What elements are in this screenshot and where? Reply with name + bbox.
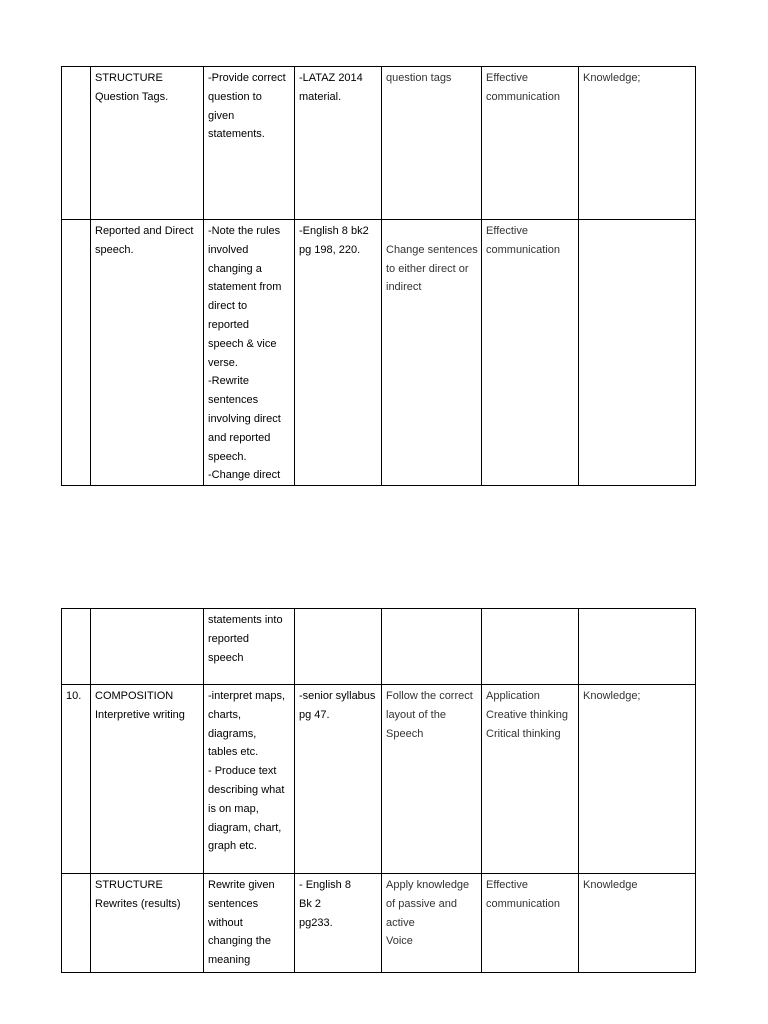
table-row (62, 609, 696, 685)
competence-cell: Application Creative thinking Critical thinking (482, 685, 579, 874)
outcome-cell: Follow the correct layout of the Speech (382, 685, 482, 874)
table-row (62, 874, 696, 973)
table-row (62, 67, 696, 220)
row-number-cell (62, 67, 91, 220)
table-row (62, 685, 696, 874)
assessment-cell: Knowledge; (579, 67, 696, 220)
assessment-cell: Knowledge (579, 874, 696, 973)
activities-cell: Rewrite given sentences without changing the meaning (204, 874, 295, 973)
competence-cell (482, 609, 579, 685)
competence-cell: Effective communication (482, 874, 579, 973)
activities-cell: -interpret maps, charts, diagrams, tables etc. - Produce text describing what is on map, diagram, chart, graph etc. (204, 685, 295, 874)
row-number-cell (62, 609, 91, 685)
outcome-cell (382, 609, 482, 685)
resources-cell: -LATAZ 2014 material. (295, 67, 382, 220)
topic-cell: STRUCTURE Question Tags. (91, 67, 204, 220)
outcome-cell: question tags (382, 67, 482, 220)
outcome-cell: Apply knowledge of passive and active Voice (382, 874, 482, 973)
competence-cell: Effective communication (482, 67, 579, 220)
row-number-cell (62, 874, 91, 973)
row-number-cell: 10. (62, 685, 91, 874)
resources-cell: - English 8 Bk 2 pg233. (295, 874, 382, 973)
topic-cell: Reported and Direct speech. (91, 220, 204, 486)
scheme-table-part-1 (61, 66, 696, 486)
resources-cell: -senior syllabus pg 47. (295, 685, 382, 874)
row-number-cell (62, 220, 91, 486)
activities-cell: -Provide correct question to given statements. (204, 67, 295, 220)
outcome-cell: Change sentences to either direct or indirect (382, 220, 482, 486)
activities-cell: -Note the rules involved changing a statement from direct to reported speech & vice verse. -Rewrite sentences involving direct and reported speech. -Change direct (204, 220, 295, 486)
resources-cell: -English 8 bk2 pg 198, 220. (295, 220, 382, 486)
scheme-table-part-2 (61, 608, 696, 973)
activities-cell: statements into reported speech (204, 609, 295, 685)
assessment-cell: Knowledge; (579, 685, 696, 874)
table-row (62, 220, 696, 486)
competence-cell: Effective communication (482, 220, 579, 486)
topic-cell: STRUCTURE Rewrites (results) (91, 874, 204, 973)
assessment-cell (579, 609, 696, 685)
assessment-cell (579, 220, 696, 486)
topic-cell (91, 609, 204, 685)
topic-cell: COMPOSITION Interpretive writing (91, 685, 204, 874)
resources-cell (295, 609, 382, 685)
